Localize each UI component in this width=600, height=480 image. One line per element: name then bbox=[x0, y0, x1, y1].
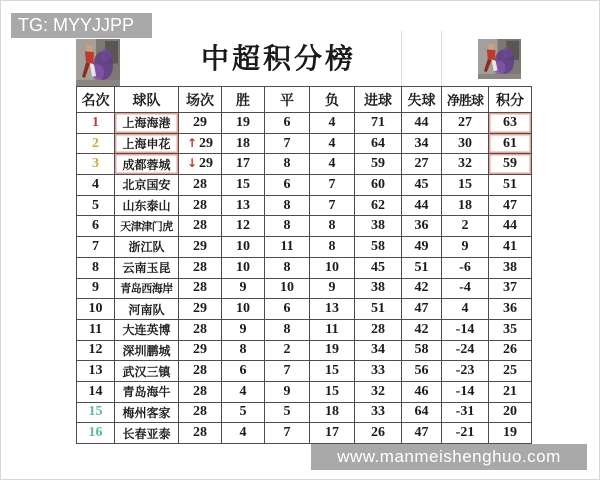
points-cell: 38 bbox=[489, 257, 532, 278]
header-draws: 平 bbox=[265, 87, 310, 113]
goals-against-cell: 47 bbox=[402, 299, 442, 320]
goals-against-cell: 47 bbox=[402, 423, 442, 444]
rank-cell: 4 bbox=[77, 175, 115, 196]
goals-against-cell: 64 bbox=[402, 402, 442, 423]
goal-diff-cell: -14 bbox=[442, 381, 489, 402]
goals-for-cell: 32 bbox=[355, 381, 402, 402]
losses-cell: 11 bbox=[310, 319, 355, 340]
goals-for-cell: 38 bbox=[355, 216, 402, 237]
team-cell: 浙江队 bbox=[115, 237, 179, 258]
header-team: 球队 bbox=[115, 87, 179, 113]
team-cell: 北京国安 bbox=[115, 175, 179, 196]
goals-for-cell: 59 bbox=[355, 154, 402, 175]
team-cell: 青岛西海岸 bbox=[115, 278, 179, 299]
wins-cell: 6 bbox=[222, 361, 265, 382]
goals-against-cell: 46 bbox=[402, 381, 442, 402]
wins-cell: 4 bbox=[222, 381, 265, 402]
losses-cell: 4 bbox=[310, 133, 355, 154]
rank-cell: 5 bbox=[77, 195, 115, 216]
losses-cell: 4 bbox=[310, 154, 355, 175]
points-cell: 19 bbox=[489, 423, 532, 444]
header-row bbox=[77, 87, 532, 113]
team-cell: 长春亚泰 bbox=[115, 423, 179, 444]
wins-cell: 13 bbox=[222, 195, 265, 216]
played-cell bbox=[179, 113, 222, 134]
wins-cell: 18 bbox=[222, 133, 265, 154]
played-cell bbox=[179, 133, 222, 154]
goal-diff-cell: -14 bbox=[442, 319, 489, 340]
played-cell bbox=[179, 195, 222, 216]
points-cell: 35 bbox=[489, 319, 532, 340]
draws-cell: 8 bbox=[265, 319, 310, 340]
draws-cell: 10 bbox=[265, 278, 310, 299]
rank-cell: 8 bbox=[77, 257, 115, 278]
played-value: 28 bbox=[193, 425, 207, 441]
points-cell: 61 bbox=[489, 133, 532, 154]
played-cell bbox=[179, 423, 222, 444]
goal-diff-cell: 18 bbox=[442, 195, 489, 216]
team-cell: 青岛海牛 bbox=[115, 381, 179, 402]
tg-watermark-banner: TG: MYYJJPP bbox=[11, 13, 152, 38]
goals-for-cell: 26 bbox=[355, 423, 402, 444]
wins-cell: 10 bbox=[222, 299, 265, 320]
played-cell bbox=[179, 340, 222, 361]
standings-table bbox=[76, 86, 532, 444]
played-cell bbox=[179, 175, 222, 196]
goals-for-cell: 71 bbox=[355, 113, 402, 134]
goals-against-cell: 36 bbox=[402, 216, 442, 237]
draws-cell: 8 bbox=[265, 195, 310, 216]
header-goal-diff: 净胜球 bbox=[442, 87, 489, 113]
table-row bbox=[77, 113, 532, 134]
draws-cell: 6 bbox=[265, 113, 310, 134]
goals-for-cell: 45 bbox=[355, 257, 402, 278]
team-cell: 云南玉昆 bbox=[115, 257, 179, 278]
goals-against-cell: 42 bbox=[402, 319, 442, 340]
losses-cell: 15 bbox=[310, 361, 355, 382]
header-losses: 负 bbox=[310, 87, 355, 113]
wins-cell: 10 bbox=[222, 257, 265, 278]
goal-diff-cell: 30 bbox=[442, 133, 489, 154]
goal-diff-cell: 4 bbox=[442, 299, 489, 320]
played-cell bbox=[179, 237, 222, 258]
played-cell bbox=[179, 299, 222, 320]
goals-against-cell: 49 bbox=[402, 237, 442, 258]
goal-diff-cell: -23 bbox=[442, 361, 489, 382]
points-cell: 37 bbox=[489, 278, 532, 299]
losses-cell: 7 bbox=[310, 195, 355, 216]
team-cell: 成都蓉城 bbox=[115, 154, 179, 175]
goals-against-cell: 44 bbox=[402, 195, 442, 216]
goal-diff-cell: -24 bbox=[442, 340, 489, 361]
rank-cell: 16 bbox=[77, 423, 115, 444]
goals-for-cell: 33 bbox=[355, 361, 402, 382]
goals-for-cell: 34 bbox=[355, 340, 402, 361]
wins-cell: 19 bbox=[222, 113, 265, 134]
draws-cell: 8 bbox=[265, 216, 310, 237]
rank-cell: 3 bbox=[77, 154, 115, 175]
draws-cell: 6 bbox=[265, 299, 310, 320]
played-value: 28 bbox=[193, 218, 207, 234]
played-value: 28 bbox=[193, 383, 207, 399]
goals-against-cell: 56 bbox=[402, 361, 442, 382]
standings-body bbox=[77, 113, 532, 444]
points-cell: 26 bbox=[489, 340, 532, 361]
soccer-player-illustration bbox=[478, 39, 521, 79]
played-value: 29 bbox=[199, 135, 214, 151]
points-cell: 63 bbox=[489, 113, 532, 134]
team-cell: 梅州客家 bbox=[115, 402, 179, 423]
points-cell: 36 bbox=[489, 299, 532, 320]
table-row bbox=[77, 237, 532, 258]
table-row bbox=[77, 340, 532, 361]
team-cell: 深圳鹏城 bbox=[115, 340, 179, 361]
table-row bbox=[77, 195, 532, 216]
draws-cell: 8 bbox=[265, 154, 310, 175]
rank-cell: 15 bbox=[77, 402, 115, 423]
team-cell: 河南队 bbox=[115, 299, 179, 320]
points-cell: 20 bbox=[489, 402, 532, 423]
soccer-player-photo-right bbox=[478, 39, 521, 79]
team-cell: 上海申花 bbox=[115, 133, 179, 154]
losses-cell: 19 bbox=[310, 340, 355, 361]
played-value: 29 bbox=[199, 156, 214, 172]
goals-for-cell: 33 bbox=[355, 402, 402, 423]
wins-cell: 17 bbox=[222, 154, 265, 175]
trend-down-icon: ↓ bbox=[186, 156, 198, 171]
draws-cell: 7 bbox=[265, 423, 310, 444]
losses-cell: 9 bbox=[310, 278, 355, 299]
table-row bbox=[77, 257, 532, 278]
points-cell: 21 bbox=[489, 381, 532, 402]
losses-cell: 10 bbox=[310, 257, 355, 278]
draws-cell: 7 bbox=[265, 133, 310, 154]
header-rank: 名次 bbox=[77, 87, 115, 113]
draws-cell: 8 bbox=[265, 257, 310, 278]
goal-diff-cell: 27 bbox=[442, 113, 489, 134]
table-row bbox=[77, 381, 532, 402]
points-cell: 47 bbox=[489, 195, 532, 216]
goals-against-cell: 42 bbox=[402, 278, 442, 299]
played-cell bbox=[179, 257, 222, 278]
points-cell: 51 bbox=[489, 175, 532, 196]
played-cell bbox=[179, 361, 222, 382]
wins-cell: 15 bbox=[222, 175, 265, 196]
wins-cell: 8 bbox=[222, 340, 265, 361]
goals-against-cell: 58 bbox=[402, 340, 442, 361]
played-cell bbox=[179, 216, 222, 237]
losses-cell: 8 bbox=[310, 216, 355, 237]
draws-cell: 9 bbox=[265, 381, 310, 402]
table-row bbox=[77, 278, 532, 299]
goal-diff-cell: 9 bbox=[442, 237, 489, 258]
goals-for-cell: 28 bbox=[355, 319, 402, 340]
rank-cell: 14 bbox=[77, 381, 115, 402]
played-value: 28 bbox=[193, 321, 207, 337]
played-value: 28 bbox=[193, 197, 207, 213]
page-title: 中超积分榜 bbox=[200, 44, 356, 75]
rank-cell: 10 bbox=[77, 299, 115, 320]
table-row bbox=[77, 133, 532, 154]
draws-cell: 11 bbox=[265, 237, 310, 258]
played-value: 29 bbox=[193, 114, 207, 130]
played-value: 28 bbox=[193, 176, 207, 192]
table-row bbox=[77, 154, 532, 175]
rank-cell: 12 bbox=[77, 340, 115, 361]
draws-cell: 2 bbox=[265, 340, 310, 361]
goals-for-cell: 64 bbox=[355, 133, 402, 154]
header-goals-against: 失球 bbox=[402, 87, 442, 113]
losses-cell: 13 bbox=[310, 299, 355, 320]
goal-diff-cell: -21 bbox=[442, 423, 489, 444]
played-value: 28 bbox=[193, 363, 207, 379]
rank-cell: 2 bbox=[77, 133, 115, 154]
draws-cell: 6 bbox=[265, 175, 310, 196]
played-value: 28 bbox=[193, 280, 207, 296]
team-cell: 武汉三镇 bbox=[115, 361, 179, 382]
goals-against-cell: 34 bbox=[402, 133, 442, 154]
goal-diff-cell: -4 bbox=[442, 278, 489, 299]
played-cell bbox=[179, 402, 222, 423]
table-row bbox=[77, 423, 532, 444]
played-cell bbox=[179, 381, 222, 402]
table-row bbox=[77, 175, 532, 196]
goal-diff-cell: 32 bbox=[442, 154, 489, 175]
played-cell bbox=[179, 154, 222, 175]
wins-cell: 12 bbox=[222, 216, 265, 237]
rank-cell: 11 bbox=[77, 319, 115, 340]
rank-cell: 7 bbox=[77, 237, 115, 258]
rank-cell: 6 bbox=[77, 216, 115, 237]
goals-against-cell: 45 bbox=[402, 175, 442, 196]
wins-cell: 9 bbox=[222, 319, 265, 340]
wins-cell: 9 bbox=[222, 278, 265, 299]
draws-cell: 7 bbox=[265, 361, 310, 382]
wins-cell: 5 bbox=[222, 402, 265, 423]
goals-for-cell: 62 bbox=[355, 195, 402, 216]
losses-cell: 7 bbox=[310, 175, 355, 196]
goals-for-cell: 58 bbox=[355, 237, 402, 258]
losses-cell: 8 bbox=[310, 237, 355, 258]
rank-cell: 13 bbox=[77, 361, 115, 382]
table-row bbox=[77, 299, 532, 320]
losses-cell: 17 bbox=[310, 423, 355, 444]
points-cell: 41 bbox=[489, 237, 532, 258]
table-row bbox=[77, 361, 532, 382]
goal-diff-cell: 15 bbox=[442, 175, 489, 196]
goals-for-cell: 38 bbox=[355, 278, 402, 299]
points-cell: 25 bbox=[489, 361, 532, 382]
goal-diff-cell: -31 bbox=[442, 402, 489, 423]
team-cell: 天津津门虎 bbox=[115, 216, 179, 237]
wins-cell: 10 bbox=[222, 237, 265, 258]
losses-cell: 4 bbox=[310, 113, 355, 134]
team-cell: 大连英博 bbox=[115, 319, 179, 340]
header-goals-for: 进球 bbox=[355, 87, 402, 113]
points-cell: 59 bbox=[489, 154, 532, 175]
goals-against-cell: 27 bbox=[402, 154, 442, 175]
goals-for-cell: 60 bbox=[355, 175, 402, 196]
goal-diff-cell: 2 bbox=[442, 216, 489, 237]
losses-cell: 18 bbox=[310, 402, 355, 423]
table-row bbox=[77, 216, 532, 237]
table-row bbox=[77, 402, 532, 423]
played-value: 28 bbox=[193, 259, 207, 275]
played-value: 29 bbox=[193, 238, 207, 254]
played-value: 29 bbox=[193, 301, 207, 317]
rank-cell: 1 bbox=[77, 113, 115, 134]
played-value: 28 bbox=[193, 404, 207, 420]
played-cell bbox=[179, 278, 222, 299]
goal-diff-cell: -6 bbox=[442, 257, 489, 278]
goals-against-cell: 51 bbox=[402, 257, 442, 278]
site-watermark-banner: www.manmeishenghuo.com bbox=[311, 444, 587, 470]
header-points: 积分 bbox=[489, 87, 532, 113]
goals-against-cell: 44 bbox=[402, 113, 442, 134]
team-cell: 山东泰山 bbox=[115, 195, 179, 216]
draws-cell: 5 bbox=[265, 402, 310, 423]
team-cell: 上海海港 bbox=[115, 113, 179, 134]
rank-cell: 9 bbox=[77, 278, 115, 299]
played-value: 29 bbox=[193, 342, 207, 358]
played-cell bbox=[179, 319, 222, 340]
losses-cell: 15 bbox=[310, 381, 355, 402]
header-played: 场次 bbox=[179, 87, 222, 113]
trend-up-icon: ↑ bbox=[186, 135, 198, 150]
table-row bbox=[77, 319, 532, 340]
goals-for-cell: 51 bbox=[355, 299, 402, 320]
points-cell: 44 bbox=[489, 216, 532, 237]
header-wins: 胜 bbox=[222, 87, 265, 113]
wins-cell: 4 bbox=[222, 423, 265, 444]
